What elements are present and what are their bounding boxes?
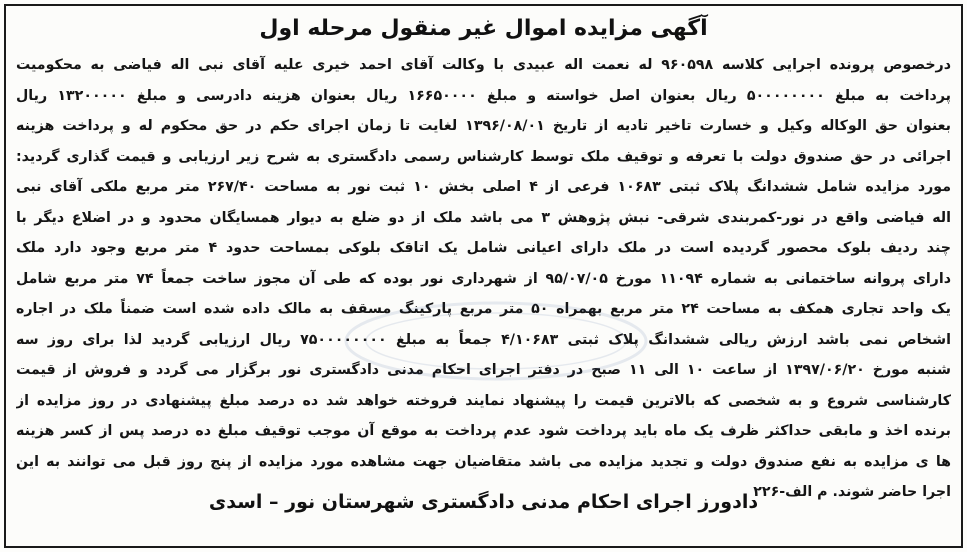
notice-line: اشخاص نمی باشد ارزش ریالی ششدانگ پلاک ثبتی ۴/۱۰۶۸۳ جمعاً به مبلغ ۷۵۰۰۰۰۰۰۰۰ ریال ارزیابی گردید لذا برای روز سه [16, 331, 951, 348]
notice-line: اجرا حاضر شوند. م الف-۲۲۶ [753, 484, 951, 500]
notice-line: کارشناسی شروع و به شخصی که بالاترین قیمت را پیشنهاد نمایند فروخته خواهد شد ده درصد مبلغ پیشنهادی در روز مزایده از [16, 392, 951, 409]
notice-line: دارای پروانه ساختمانی به شماره ۱۱۰۹۴ مورخ ۹۵/۰۷/۰۵ از شهرداری نور بوده که طی آن مجوز ساخت جمعاً ۷۴ متر مربع شامل [16, 270, 951, 287]
notice-line: شنبه مورخ ۱۳۹۷/۰۶/۲۰ از ساعت ۱۰ الی ۱۱ صبح در دفتر اجرای احکام مدنی دادگستری نور برگزار می گردد و فروش از قیمت [16, 362, 951, 378]
notice-line: درخصوص پرونده اجرایی کلاسه ۹۶۰۵۹۸ له نعمت اله عبیدی با وکالت آقای احمد خیری علیه آقای نبی اله فیاضی به محکومیت [16, 57, 951, 73]
notice-line: پرداخت به مبلغ ۵۰۰۰۰۰۰۰۰ ریال بعنوان اصل خواسته و مبلغ ۱۶۶۵۰۰۰۰ ریال بعنوان هزینه دادرسی و مبلغ ۱۳۲۰۰۰۰۰ ریال [16, 87, 951, 104]
notice-frame [4, 4, 963, 548]
notice-body [16, 50, 951, 508]
notice-line: اله فیاضی واقع در نور-کمربندی شرقی- نبش پژوهش ۳ می باشد ملک از دو ضلع به دیوار همسایگان محدود و در اضلاع دیگر با [16, 209, 951, 226]
notice-title: آگهی مزایده اموال غیر منقول مرحله اول [259, 16, 708, 41]
signature-line: دادورز اجرای احکام مدنی دادگستری شهرستان نور – اسدی [208, 491, 759, 513]
notice-line: ها ی مزایده به نفع صندوق دولت و تجدید مزایده می باشد متقاضیان جهت مشاهده مورد مزایده از پنج روز قبل می توانند به این [16, 453, 951, 470]
notice-line: یک واحد تجاری همکف به مساحت ۲۴ متر مربع بهمراه ۵۰ متر مربع پارکینگ مسقف به مالک داده شده است ضمناً ملک در اجاره [16, 301, 951, 317]
notice-line: بعنوان حق الوکاله وکیل و خسارت تاخیر تادیه از تاریخ ۱۳۹۶/۰۸/۰۱ لغایت تا زمان اجرای حکم در حق محکوم له و پرداخت هزینه [16, 118, 951, 134]
notice-line: اجرائی در حق صندوق دولت با تعرفه و توقیف ملک توسط کارشناس رسمی دادگستری به شرح زیر ارزیابی و قیمت گذاری گردید: [16, 148, 951, 165]
notice-line: چند ردیف بلوک محصور گردیده است در ملک دارای اعیانی شامل یک اتاقک بلوکی بمساحت حدود ۴ متر مربع وجود دارد ملک [16, 240, 951, 256]
notice-line: مورد مزایده شامل ششدانگ پلاک ثبتی ۱۰۶۸۳ فرعی از ۴ اصلی بخش ۱۰ ثبت نور به مساحت ۲۶۷/۴۰ متر مربع ملکی آقای نبی [16, 179, 951, 195]
notice-line: برنده اخذ و مابقی حداکثر ظرف یک ماه باید پرداخت شود عدم پرداخت به موقع آن موجب توقیف مبلغ ده درصد پس از کسر هزینه [16, 423, 951, 439]
